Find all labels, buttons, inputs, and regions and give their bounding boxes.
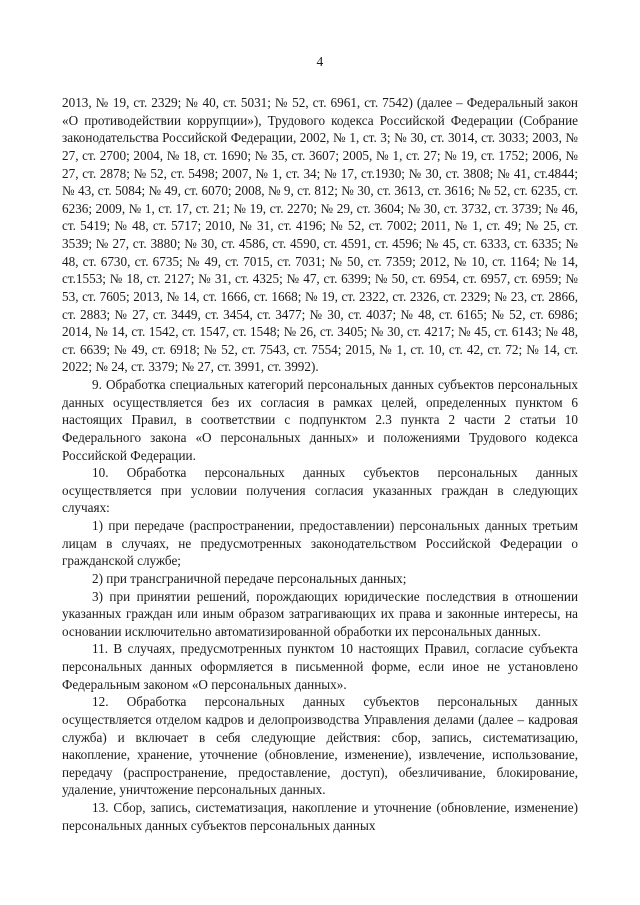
paragraph-item-10-3: 3) при принятии решений, порождающих юридические последствия в отношении указанных граждан или иным образом затрагивающих их права и законные интересы, на основании исключительно автоматизированной обработки их персональных данных. <box>62 588 578 639</box>
paragraph-item-10-1: 1) при передаче (распространении, предоставлении) персональных данных третьим лицам в случаях, не предусмотренных законодательством Российской Федерации о гражданской службе; <box>62 518 578 569</box>
document-body <box>62 94 578 834</box>
paragraph-item-13: 13. Сбор, запись, систематизация, накопление и уточнение (обновление, изменение) персональных данных субъектов персональных данных <box>62 800 578 833</box>
paragraph-item-12: 12. Обработка персональных данных субъектов персональных данных осуществляется отделом кадров и делопроизводства Управления делами (далее – кадровая служба) и включает в себя следующие действия: сбор, запись, систематизацию, накопление, хранение, уточнение (обновление, изменение), извлечение, использование, передачу (распространение, предоставление, доступ), обезличивание, блокирование, удаление, уничтожение персональных данных. <box>62 694 578 798</box>
paragraph-reference-list: 2013, № 19, ст. 2329; № 40, ст. 5031; № 52, ст. 6961, ст. 7542) (далее – Федеральный закон «О противодействии коррупции»), Трудового кодекса Российской Федерации (Собрание законодательства Российской Федерации, 2002, № 1, ст. 3; № 30, ст. 3014, ст. 3033; 2003, № 27, ст. 2700; 2004, № 18, ст. 1690; № 35, ст. 3607; 2005, № 1, ст. 27; № 19, ст. 1752; 2006, № 27, ст. 2878; № 52, ст. 5498; 2007, № 1, ст. 34; № 17, ст.1930; № 30, ст. 3808; № 41, ст.4844; № 43, ст. 5084; № 49, ст. 6070; 2008, № 9, ст. 812; № 30, ст. 3613, ст. 3616; № 52, ст. 6235, ст. 6236; 2009, № 1, ст. 17, ст. 21; № 19, ст. 2270; № 29, ст. 3604; № 30, ст. 3732, ст. 3739; № 46, ст. 5419; № 48, ст. 5717; 2010, № 31, ст. 4196; № 52, ст. 7002; 2011, № 1, ст. 49; № 25, ст. 3539; № 27, ст. 3880; № 30, ст. 4586, ст. 4590, ст. 4591, ст. 4596; № 45, ст. 6333, ст. 6335; № 48, ст. 6730, ст. 6735; № 49, ст. 7015, ст. 7031; № 50, ст. 7359; 2012, № 10, ст. 1164; № 14, ст.1553; № 18, ст. 2127; № 31, ст. 4325; № 47, ст. 6399; № 50, ст. 6954, ст. 6957, ст. 6959; № 53, ст. 7605; 2013, № 14, ст. 1666, ст. 1668; № 19, ст. 2322, ст. 2326, ст. 2329; № 23, ст. 2866, ст. 2883; № 27, ст. 3449, ст. 3454, ст. 3477; № 30, ст. 4037; № 48, ст. 6165; № 52, ст. 6986; 2014, № 14, ст. 1542, ст. 1547, ст. 1548; № 26, ст. 3405; № 30, ст. 4217; № 45, ст. 6143; № 48, ст. 6639; № 49, ст. 6918; № 52, ст. 7543, ст. 7554; 2015, № 1, ст. 10, ст. 42, ст. 72; № 14, ст. 2022; № 24, ст. 3379; № 27, ст. 3991, ст. 3992). <box>62 95 578 375</box>
paragraph-item-9: 9. Обработка специальных категорий персональных данных субъектов персональных данных осуществляется без их согласия в рамках целей, определенных пунктом 6 настоящих Правил, в соответствии с подпунктом 2.3 пункта 2 части 2 статьи 10 Федерального закона «О персональных данных» и положениями Трудового кодекса Российской Федерации. <box>62 377 578 463</box>
paragraph-item-10: 10. Обработка персональных данных субъектов персональных данных осуществляется при условии получения согласия указанных граждан в следующих случаях: <box>62 465 578 516</box>
paragraph-item-10-2: 2) при трансграничной передаче персональных данных; <box>92 570 407 586</box>
page-number: 4 <box>316 54 324 69</box>
paragraph-item-11: 11. В случаях, предусмотренных пунктом 10 настоящих Правил, согласие субъекта персональных данных оформляется в письменной форме, если иное не установлено Федеральным законом «О персональных данных». <box>62 641 578 692</box>
